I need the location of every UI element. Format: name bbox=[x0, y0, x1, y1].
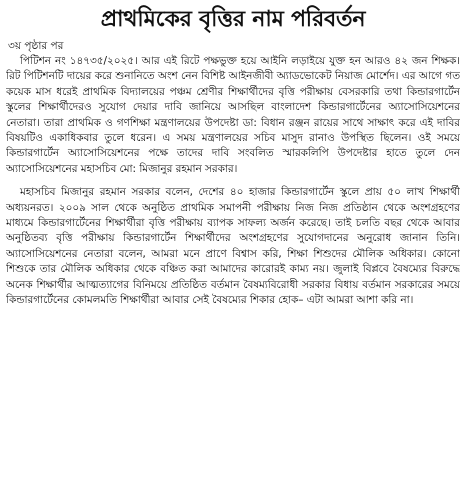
article-paragraph-2: মহাসচিব মিজানুর রহমান সরকার বলেন, দেশের ৪০ হাজার কিন্ডারগার্টেন স্কুলে প্রায় ৫০ লাখ শিক্ষার্থী অধ্যয়নরত। ২০০৯ সাল থেকে অনুষ্ঠিত প্রাথমিক সমাপনী পরীক্ষায় নিজ নিজ প্রতিষ্ঠান থেকে অংশগ্রহণের মাধ্যমে কিন্ডারগার্টেনের শিক্ষার্থীরা বৃত্তি পরীক্ষায় ব্যাপক সাফল্য অর্জন করেছে। তাই চলতি বছর থেকে আবার অনুষ্ঠিতব্য বৃত্তি পরীক্ষায় কিন্ডারগার্টেন শিক্ষার্থীদের অংশগ্রহণের সুযোগদানের অনুরোধ জানান তিনি। অ্যাসোসিয়েশনের নেতারা বলেন, আমরা মনে প্রাণে বিশ্বাস করি, শিক্ষা শিশুদের মৌলিক অধিকার। কোনো শিশুকে তার মৌলিক অধিকার থেকে বঞ্চিত করা আমাদের কারোরই কাম্য নয়। জুলাই বিপ্লবে বৈষম্যের বিরুদ্ধে অনেক শিক্ষার্থীর আত্মত্যাগের বিনিময়ে প্রতিষ্ঠিত বর্তমান বৈষম্যবিরোধী সরকার বিধায় বর্তমান সরকারের সময়ে কিন্ডারগার্টেনের কোমলমতি শিক্ষার্থীরা আবার সেই বৈষম্যের শিকার হোক– এটা আমরা আশা করি না। bbox=[6, 186, 460, 307]
article-paragraph-1: পিটিশন নং ১৪৭৩৫/২০২৫। আর এই রিটে পক্ষভুক্ত হয়ে আইনি লড়াইয়ে যুক্ত হন আরও ৪২ জন শিক্ষক। রিট পিটিশনটি দায়ের করে শুনানিতে অংশ নেন বিশিষ্ট আইনজীবী অ্যাডভোকেট নিয়াজ মোর্শেদ। এর আগে গত কয়েক মাস ধরেই প্রাথমিক বিদ্যালয়ের পঞ্চম শ্রেণীর শিক্ষার্থীদের বৃত্তি পরীক্ষায় বেসরকারি তথা কিন্ডারগার্টেন স্কুলের শিক্ষার্থীদেরও সুযোগ দেয়ার দাবি জানিয়ে আসছিল বাংলাদেশ কিন্ডারগার্টেনের অ্যাসোসিয়েশনের নেতারা। তারা প্রাথমিক ও গণশিক্ষা মন্ত্রণালয়ের উপদেষ্টা ডা: বিধান রঞ্জন রায়ের সাথে সাক্ষাৎ করে এই দাবির বিষয়টিও একাধিকবার তুলে ধরেন। এ সময় মন্ত্রণালয়ের সচিব মাসুদ রানাও উপস্থিত ছিলেন। ওই সময়ে কিন্ডারগার্টেন অ্যাসোসিয়েশনের পক্ষে তাদের দাবি সংবলিত স্মারকলিপি উপদেষ্টার হাতে তুলে দেন অ্যাসোসিয়েশনের মহাসচিব মো: মিজানুর রহমান সরকার। bbox=[6, 55, 460, 175]
continuation-note: ৩য় পৃষ্ঠার পর bbox=[8, 40, 64, 52]
headline: প্রাথমিকের বৃত্তির নাম পরিবর্তন bbox=[100, 7, 366, 32]
